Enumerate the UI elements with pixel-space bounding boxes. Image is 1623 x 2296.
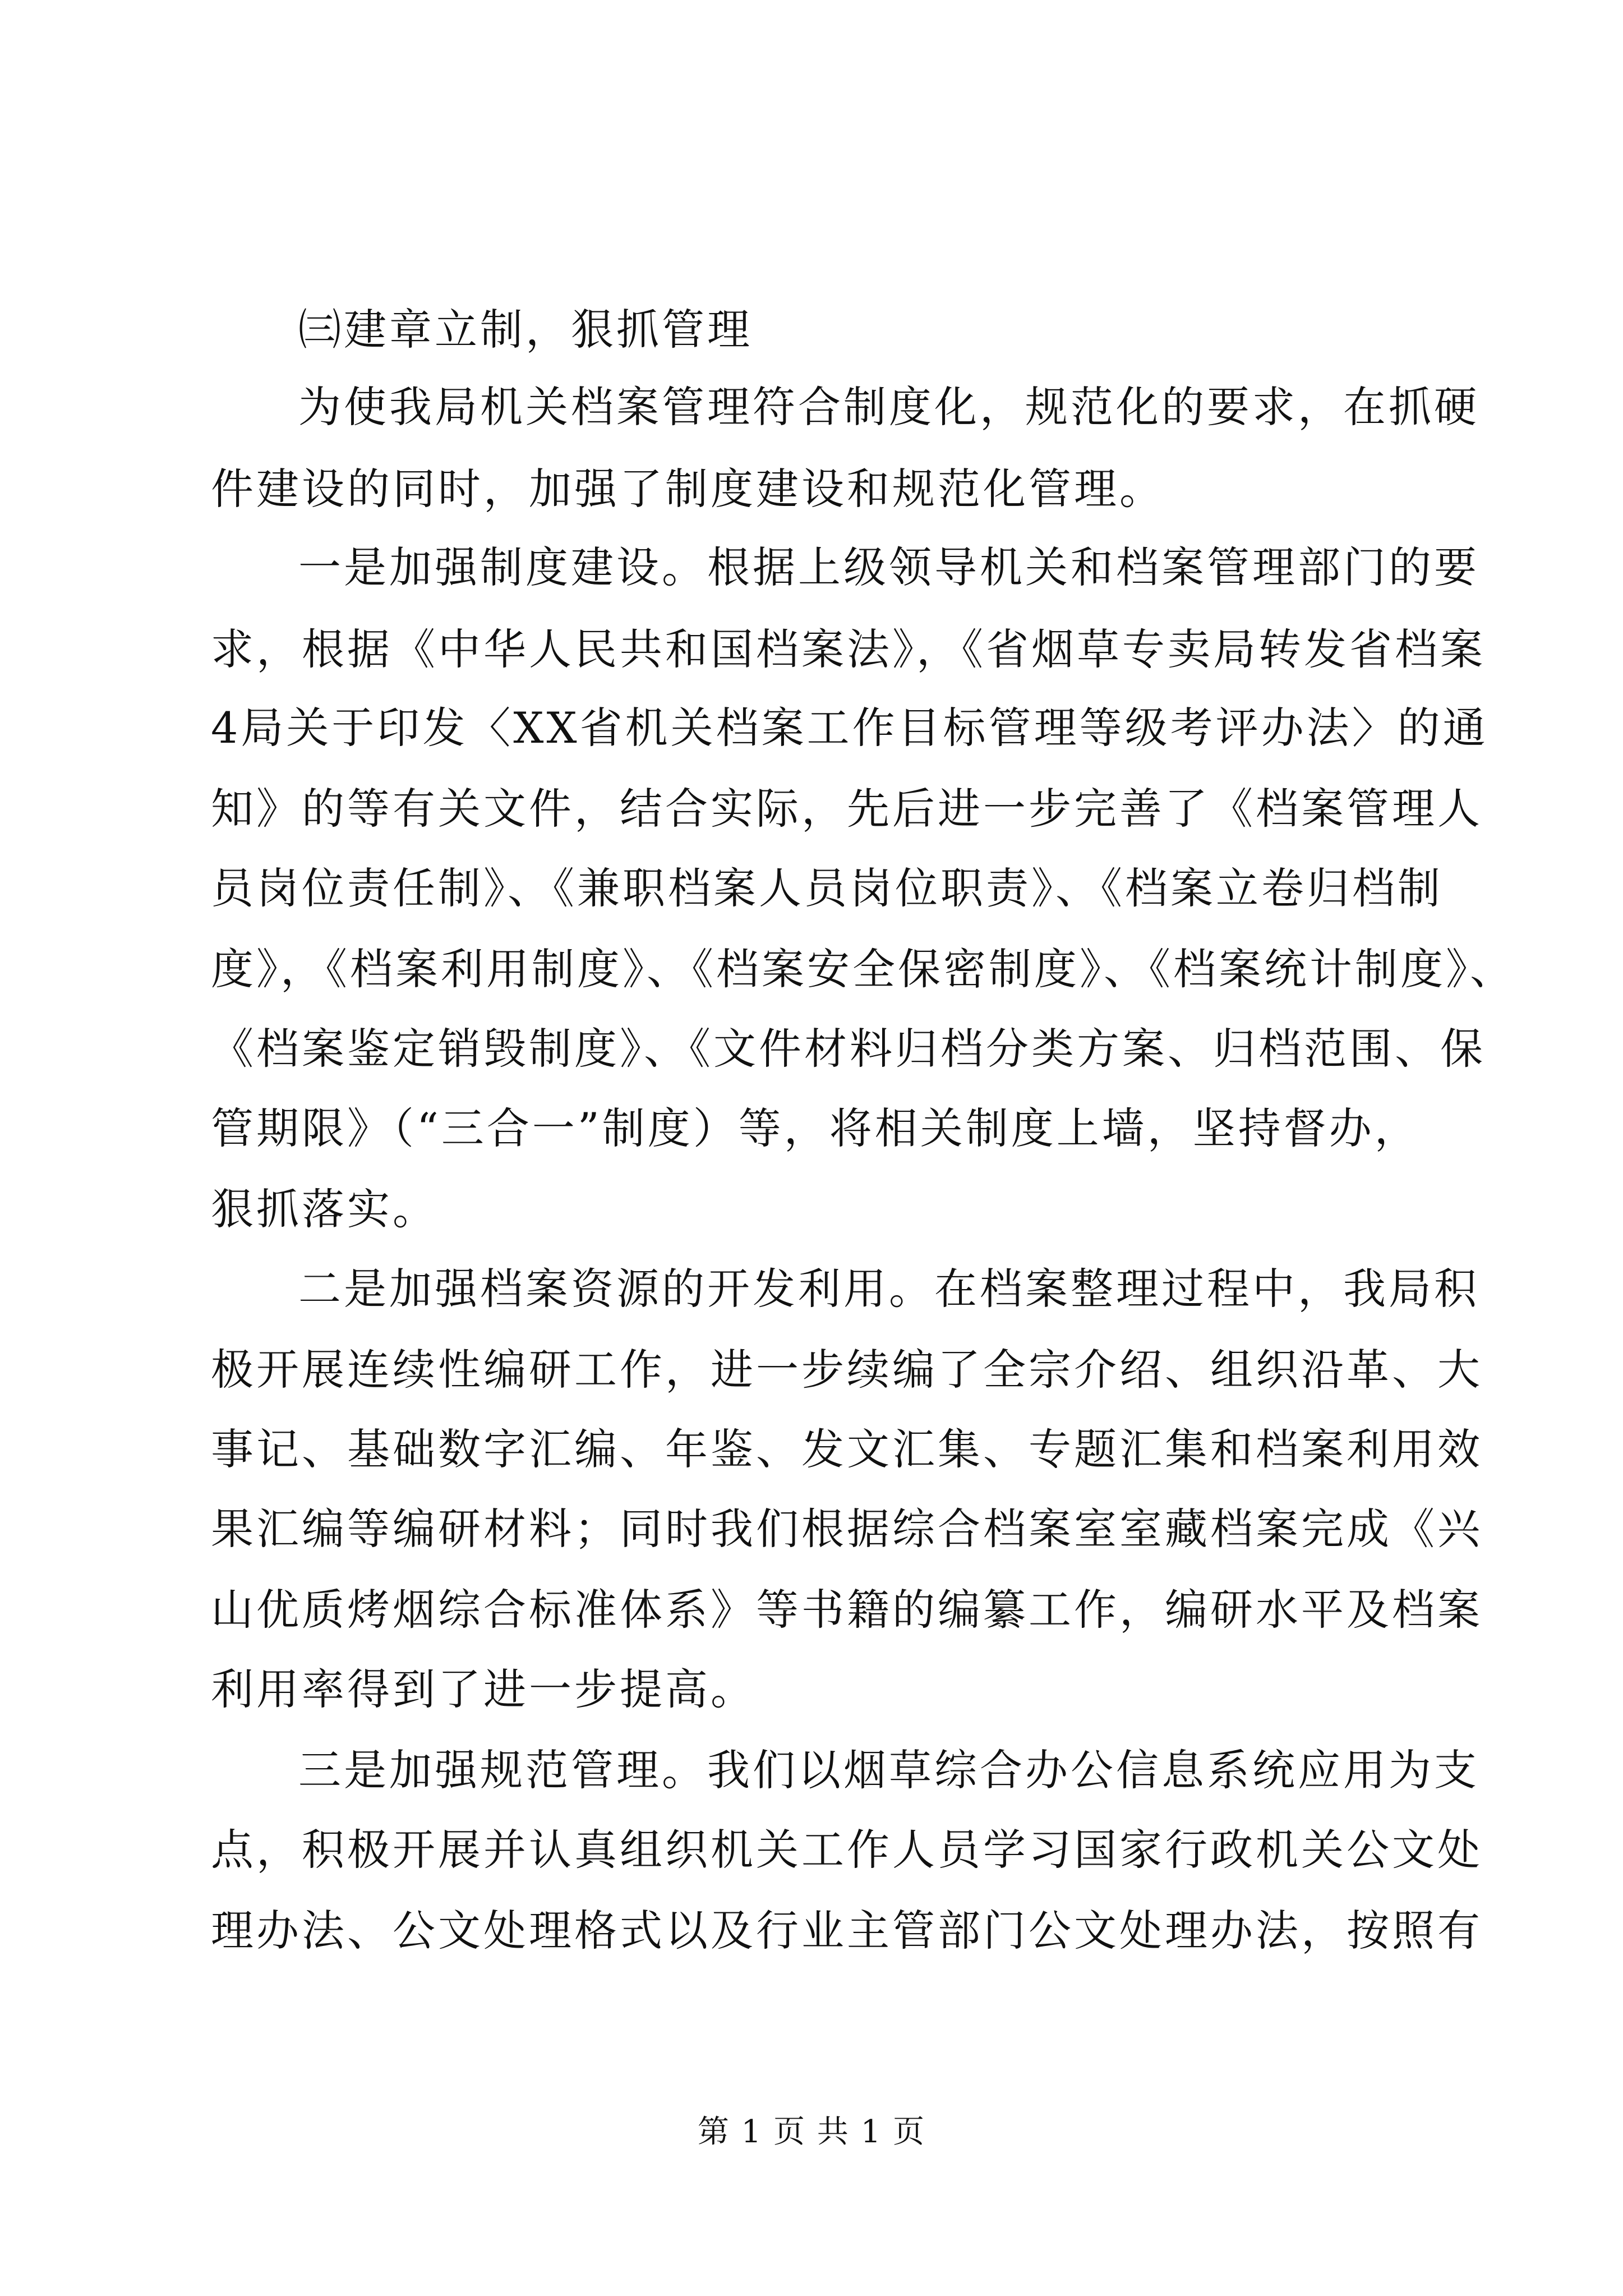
text-line: 点，积极开展并认真组织机关工作人员学习国家行政机关公文处 [211, 1825, 1483, 1875]
text-line: 度》，《档案利用制度》、《档案安全保密制度》、《档案统计制度》、 [211, 944, 1515, 994]
text-line: 4局关于印发〈XX省机关档案工作目标管理等级考评办法〉的通 [211, 703, 1488, 753]
text-line: 事记、基础数字汇编、年鉴、发文汇集、专题汇集和档案利用效 [211, 1424, 1483, 1474]
text-line: 员岗位责任制》、《兼职档案人员岗位职责》、《档案立卷归档制 [211, 863, 1443, 913]
text-line: 理办法、公文处理格式以及行业主管部门公文处理办法，按照有 [211, 1906, 1483, 1955]
text-line: 求，根据《中华人民共和国档案法》，《省烟草专卖局转发省档案 [211, 624, 1486, 674]
text-line: 件建设的同时，加强了制度建设和规范化管理。 [211, 464, 1165, 514]
text-line: 管期限》（“三合一”制度）等，将相关制度上墙，坚持督办， [211, 1103, 1420, 1153]
text-line: 果汇编等编研材料；同时我们根据综合档案室室藏档案完成《兴 [211, 1504, 1483, 1554]
text-line: 知》的等有关文件，结合实际，先后进一步完善了《档案管理人 [211, 784, 1483, 834]
text-line: 《档案鉴定销毁制度》、《文件材料归档分类方案、归档范围、保 [211, 1024, 1486, 1074]
text-line: 一是加强制度建设。根据上级领导机关和档案管理部门的要 [298, 542, 1479, 592]
page-number-footer: 第 1 页 共 1 页 [697, 2114, 926, 2150]
text-line: 三是加强规范管理。我们以烟草综合办公信息系统应用为支 [298, 1745, 1479, 1795]
text-line: 利用率得到了进一步提高。 [211, 1664, 756, 1714]
text-line: 狠抓落实。 [211, 1184, 438, 1234]
section-heading: ㈢建章立制，狠抓管理 [298, 305, 753, 355]
text-line: 二是加强档案资源的开发利用。在档案整理过程中，我局积 [298, 1264, 1479, 1314]
text-line: 为使我局机关档案管理符合制度化，规范化的要求，在抓硬 [298, 382, 1479, 432]
text-line: 山优质烤烟综合标准体系》等书籍的编纂工作，编研水平及档案 [211, 1585, 1483, 1635]
text-line: 极开展连续性编研工作，进一步续编了全宗介绍、组织沿革、大 [211, 1345, 1483, 1395]
